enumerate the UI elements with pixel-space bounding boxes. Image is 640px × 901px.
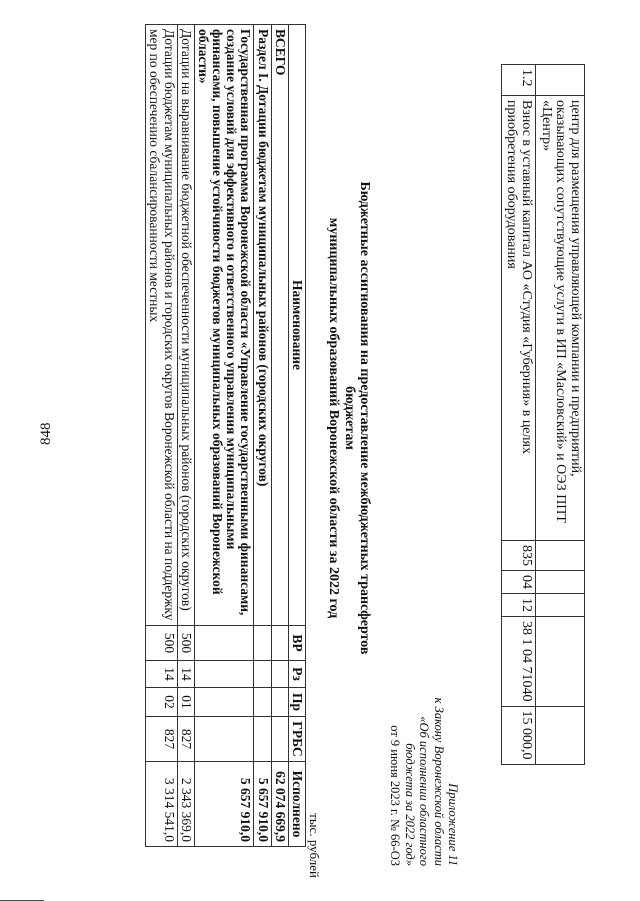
cell-pr <box>271 688 288 717</box>
cell-pr: 02 <box>146 688 177 717</box>
cell-vr: 500 <box>146 626 177 661</box>
cell-grbs <box>254 717 271 762</box>
table-row <box>146 25 177 847</box>
cell-done: 62 074 669,9 <box>271 762 288 847</box>
row-name: Государственная программа Воронежской области «Управление государственными финансами, создание условий для эффективного и ответственного управления муниципальными финансами, повышение устойчивости бюджетов муниципальных образований Воронежской области» <box>194 25 254 626</box>
header-grbs: ГРБС <box>288 717 305 762</box>
cell-rz <box>254 661 271 688</box>
cell-rz: 14 <box>146 661 177 688</box>
cell-code-4: 38 1 04 71040 <box>501 617 535 707</box>
cell-vr: 500 <box>177 626 194 661</box>
title-line-1: Бюджетные ассигнования на предоставление межбюджетных трансфертов бюджетам <box>341 181 372 655</box>
table-row <box>254 25 271 847</box>
row-name: ВСЕГО <box>271 25 288 626</box>
header-vr: ВР <box>288 626 305 661</box>
cell-code-3 <box>535 594 584 617</box>
appendix-block <box>388 566 460 866</box>
cell-code-1 <box>535 541 584 571</box>
cell-done: 5 657 910,0 <box>254 762 271 847</box>
rotated-page-content <box>70 18 590 878</box>
cell-vr <box>254 626 271 661</box>
table-row <box>535 65 584 765</box>
header-done: Исполнено <box>288 762 305 847</box>
header-name: Наименование <box>288 25 305 626</box>
row-number <box>535 65 584 96</box>
cell-pr <box>254 688 271 717</box>
cell-pr: 01 <box>177 688 194 717</box>
appendix-title: Приложение 11 <box>446 783 460 866</box>
title-line-2: муниципальных образований Воронежской области за 2022 год <box>326 217 342 619</box>
cell-code-2: 04 <box>501 571 535 594</box>
document-title <box>326 178 372 658</box>
cell-vr <box>271 626 288 661</box>
appendix-date-number: от 9 июня 2023 г. № 66-ОЗ <box>388 725 403 866</box>
cell-done: 2 343 369,0 <box>177 762 194 847</box>
cell-grbs <box>271 717 288 762</box>
cell-done: 3 314 541,0 <box>146 762 177 847</box>
header-rz: Рз <box>288 661 305 688</box>
cell-code-3: 12 <box>501 594 535 617</box>
main-table <box>145 24 306 847</box>
row-number: 1.2 <box>501 65 535 96</box>
appendix-law-name: «Об исполнении областного <box>417 716 432 866</box>
table-row <box>271 25 288 847</box>
appendix-law-name-cont: бюджета за 2022 год» <box>402 743 417 866</box>
row-name: Дотации бюджетам муниципальных районов и городских округов Воронежской области на поддержку мер по обеспечению сбалансированности местных <box>146 25 177 626</box>
continuation-table <box>501 64 585 765</box>
page-number: 848 <box>38 422 54 445</box>
cell-code-4 <box>535 617 584 707</box>
cell-rz <box>194 661 254 688</box>
row-name: центр для размещения управляющей компании и предприятий, оказывающих сопутствующие услуги в ИП «Масловский» и ОЭЗ ППТ «Центр» <box>535 96 584 541</box>
cell-grbs: 827 <box>146 717 177 762</box>
row-name: Взнос в уставный капитал АО «Студия «Губерния» в целях приобретения оборудования <box>501 96 535 541</box>
cell-amount <box>535 706 584 764</box>
cell-rz: 14 <box>177 661 194 688</box>
cell-code-1: 835 <box>501 541 535 571</box>
cell-amount: 15 000,0 <box>501 706 535 764</box>
cell-done: 5 657 910,0 <box>194 762 254 847</box>
table-row <box>177 25 194 847</box>
cell-pr <box>194 688 254 717</box>
table-row <box>501 65 535 765</box>
cell-grbs: 827 <box>177 717 194 762</box>
cell-vr <box>194 626 254 661</box>
header-pr: Пр <box>288 688 305 717</box>
cell-rz <box>271 661 288 688</box>
appendix-law: к Закону Воронежской области <box>431 697 446 866</box>
header-row <box>288 25 305 847</box>
cell-code-2 <box>535 571 584 594</box>
table-row <box>194 25 254 847</box>
row-name: Дотации на выравнивание бюджетной обеспеченности муниципальных районов (городских округов) <box>177 25 194 626</box>
unit-label: тыс. рублей <box>307 813 322 878</box>
cell-grbs <box>194 717 254 762</box>
row-name: Раздел I. Дотации бюджетам муниципальных районов (городских округов) <box>254 25 271 626</box>
